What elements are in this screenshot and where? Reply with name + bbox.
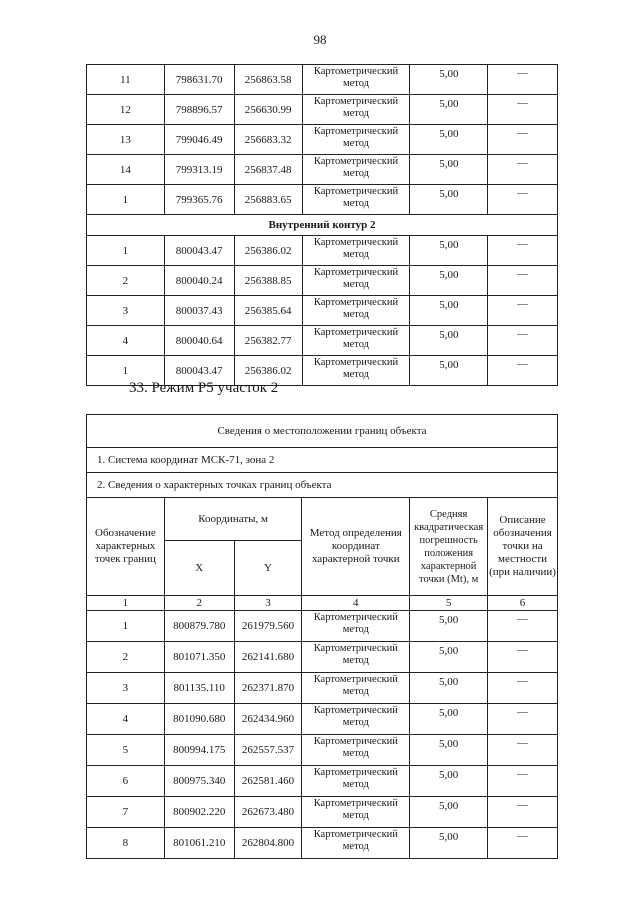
table-row <box>87 65 558 95</box>
accuracy-cell: 5,00 <box>410 797 488 828</box>
y-coordinate-cell: 256837.48 <box>234 155 302 185</box>
description-cell: — <box>488 611 558 642</box>
accuracy-cell: 5,00 <box>410 155 488 185</box>
x-coordinate-cell: 800040.24 <box>164 266 234 296</box>
description-cell: — <box>488 356 558 386</box>
x-coordinate-cell: 801061.210 <box>164 828 234 859</box>
accuracy-cell: 5,00 <box>410 828 488 859</box>
column-number: 3 <box>234 596 302 611</box>
contour-label: Внутренний контур 2 <box>87 215 558 236</box>
accuracy-cell: 5,00 <box>410 673 488 704</box>
point-number-cell: 1 <box>87 356 165 386</box>
description-cell: — <box>488 704 558 735</box>
x-coordinate-cell: 799313.19 <box>164 155 234 185</box>
table-row <box>87 797 558 828</box>
table-row <box>87 296 558 326</box>
table-row <box>87 155 558 185</box>
object-boundaries-table <box>86 414 558 859</box>
x-coordinate-cell: 801135.110 <box>164 673 234 704</box>
description-cell: — <box>488 236 558 266</box>
coordinate-system: 1. Система координат МСК-71, зона 2 <box>87 448 558 473</box>
table-title: Сведения о местоположении границ объекта <box>87 415 558 448</box>
x-coordinate-cell: 800040.64 <box>164 326 234 356</box>
description-cell: — <box>488 735 558 766</box>
point-number-cell: 5 <box>87 735 165 766</box>
method-cell: Картометрический метод <box>302 125 410 155</box>
column-number: 5 <box>410 596 488 611</box>
y-coordinate-cell: 256385.64 <box>234 296 302 326</box>
point-number-cell: 12 <box>87 95 165 125</box>
y-coordinate-cell: 256382.77 <box>234 326 302 356</box>
accuracy-cell: 5,00 <box>410 704 488 735</box>
column-number: 1 <box>87 596 165 611</box>
section-title: 33. Режим Р5 участок 2 <box>129 380 279 396</box>
accuracy-cell: 5,00 <box>410 735 488 766</box>
x-coordinate-cell: 800037.43 <box>164 296 234 326</box>
y-coordinate-cell: 256683.32 <box>234 125 302 155</box>
description-cell: — <box>488 642 558 673</box>
column-number: 6 <box>488 596 558 611</box>
y-coordinate-cell: 256883.65 <box>234 185 302 215</box>
x-coordinate-cell: 798896.57 <box>164 95 234 125</box>
y-coordinate-cell: 262141.680 <box>234 642 302 673</box>
description-cell: — <box>488 266 558 296</box>
x-coordinate-cell: 801090.680 <box>164 704 234 735</box>
header-method: Метод определения координат характерной точки <box>302 498 410 596</box>
table-row <box>87 828 558 859</box>
table-row <box>87 266 558 296</box>
y-coordinate-cell: 262581.460 <box>234 766 302 797</box>
method-cell: Картометрический метод <box>302 155 410 185</box>
method-cell: Картометрический метод <box>302 766 410 797</box>
point-number-cell: 13 <box>87 125 165 155</box>
point-number-cell: 14 <box>87 155 165 185</box>
description-cell: — <box>488 95 558 125</box>
table-row <box>87 704 558 735</box>
column-number: 2 <box>164 596 234 611</box>
method-cell: Картометрический метод <box>302 356 410 386</box>
x-coordinate-cell: 800043.47 <box>164 236 234 266</box>
method-cell: Картометрический метод <box>302 95 410 125</box>
point-number-cell: 3 <box>87 296 165 326</box>
method-cell: Картометрический метод <box>302 704 410 735</box>
table-row <box>87 611 558 642</box>
description-cell: — <box>488 65 558 95</box>
table-row <box>87 326 558 356</box>
y-coordinate-cell: 262371.870 <box>234 673 302 704</box>
table1-body <box>87 65 558 386</box>
point-number-cell: 11 <box>87 65 165 95</box>
description-cell: — <box>488 296 558 326</box>
table-row <box>87 236 558 266</box>
method-cell: Картометрический метод <box>302 296 410 326</box>
description-cell: — <box>488 797 558 828</box>
header-description: Описание обозначения точки на местности (при наличии) <box>488 498 558 596</box>
x-coordinate-cell: 799365.76 <box>164 185 234 215</box>
accuracy-cell: 5,00 <box>410 266 488 296</box>
header-accuracy: Средняя квадратическая погрешность положения характерной точки (Mt), м <box>410 498 488 596</box>
method-cell: Картометрический метод <box>302 828 410 859</box>
x-coordinate-cell: 801071.350 <box>164 642 234 673</box>
y-coordinate-cell: 256388.85 <box>234 266 302 296</box>
accuracy-cell: 5,00 <box>410 65 488 95</box>
x-coordinate-cell: 800975.340 <box>164 766 234 797</box>
table-row <box>87 125 558 155</box>
y-coordinate-cell: 261979.560 <box>234 611 302 642</box>
description-cell: — <box>488 766 558 797</box>
point-number-cell: 4 <box>87 704 165 735</box>
method-cell: Картометрический метод <box>302 65 410 95</box>
x-coordinate-cell: 799046.49 <box>164 125 234 155</box>
method-cell: Картометрический метод <box>302 673 410 704</box>
accuracy-cell: 5,00 <box>410 185 488 215</box>
point-number-cell: 7 <box>87 797 165 828</box>
x-coordinate-cell: 800902.220 <box>164 797 234 828</box>
points-section-title: 2. Сведения о характерных точках границ объекта <box>87 473 558 498</box>
header-x: X <box>164 541 234 596</box>
description-cell: — <box>488 673 558 704</box>
method-cell: Картометрический метод <box>302 266 410 296</box>
method-cell: Картометрический метод <box>302 642 410 673</box>
y-coordinate-cell: 256386.02 <box>234 356 302 386</box>
accuracy-cell: 5,00 <box>410 611 488 642</box>
description-cell: — <box>488 125 558 155</box>
point-number-cell: 2 <box>87 266 165 296</box>
description-cell: — <box>488 828 558 859</box>
header-y: Y <box>234 541 302 596</box>
table-row <box>87 642 558 673</box>
method-cell: Картометрический метод <box>302 236 410 266</box>
point-number-cell: 1 <box>87 611 165 642</box>
accuracy-cell: 5,00 <box>410 326 488 356</box>
y-coordinate-cell: 262557.537 <box>234 735 302 766</box>
y-coordinate-cell: 256630.99 <box>234 95 302 125</box>
point-number-cell: 2 <box>87 642 165 673</box>
accuracy-cell: 5,00 <box>410 356 488 386</box>
column-number: 4 <box>302 596 410 611</box>
table-row <box>87 185 558 215</box>
accuracy-cell: 5,00 <box>410 125 488 155</box>
method-cell: Картометрический метод <box>302 185 410 215</box>
table2-body <box>87 415 558 859</box>
x-coordinate-cell: 800879.780 <box>164 611 234 642</box>
point-number-cell: 3 <box>87 673 165 704</box>
accuracy-cell: 5,00 <box>410 95 488 125</box>
x-coordinate-cell: 800043.47 <box>164 356 234 386</box>
accuracy-cell: 5,00 <box>410 236 488 266</box>
accuracy-cell: 5,00 <box>410 642 488 673</box>
method-cell: Картометрический метод <box>302 611 410 642</box>
table-row <box>87 735 558 766</box>
x-coordinate-cell: 798631.70 <box>164 65 234 95</box>
description-cell: — <box>488 155 558 185</box>
page-number: 98 <box>313 32 327 47</box>
description-cell: — <box>488 326 558 356</box>
coordinates-table-continued <box>86 64 558 386</box>
accuracy-cell: 5,00 <box>410 296 488 326</box>
y-coordinate-cell: 262673.480 <box>234 797 302 828</box>
point-number-cell: 1 <box>87 236 165 266</box>
table-row <box>87 673 558 704</box>
column-numbers-row <box>87 596 558 611</box>
header-designation: Обозначение характерных точек границ <box>87 498 165 596</box>
description-cell: — <box>488 185 558 215</box>
point-number-cell: 6 <box>87 766 165 797</box>
header-coords: Координаты, м <box>164 498 302 541</box>
method-cell: Картометрический метод <box>302 735 410 766</box>
x-coordinate-cell: 800994.175 <box>164 735 234 766</box>
table-row <box>87 766 558 797</box>
y-coordinate-cell: 262804.800 <box>234 828 302 859</box>
y-coordinate-cell: 256386.02 <box>234 236 302 266</box>
accuracy-cell: 5,00 <box>410 766 488 797</box>
method-cell: Картометрический метод <box>302 797 410 828</box>
point-number-cell: 1 <box>87 185 165 215</box>
y-coordinate-cell: 262434.960 <box>234 704 302 735</box>
point-number-cell: 8 <box>87 828 165 859</box>
point-number-cell: 4 <box>87 326 165 356</box>
y-coordinate-cell: 256863.58 <box>234 65 302 95</box>
method-cell: Картометрический метод <box>302 326 410 356</box>
table-row <box>87 95 558 125</box>
